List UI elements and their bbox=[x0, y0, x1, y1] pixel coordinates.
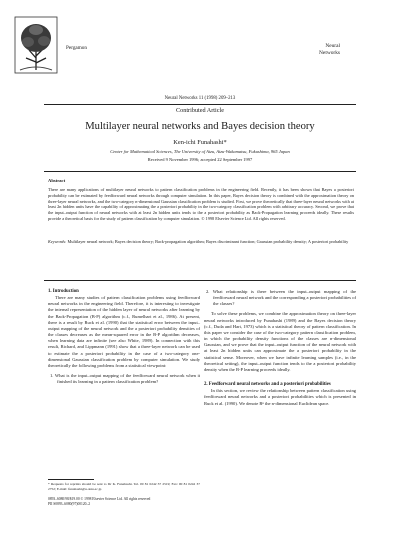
received-dates: Received 9 November 1996; accepted 22 September 1997 bbox=[147, 157, 253, 162]
keywords-list: Multilayer neural network; Bayes decision theory; Back-propagation algorithm; Bayes discriminant function; Gaussian probability density; A posteriori probability bbox=[67, 239, 349, 244]
article-type: Contributed Article bbox=[176, 107, 224, 114]
header-rule bbox=[44, 104, 356, 105]
abstract-text: There are many applications of multilayer neural networks to pattern classification problems in the engineering field. Recently, it has been shown that Bayes a posteriori probability can be estimated by feedforward neural networks through computer simulation. In this paper, Bayes decision theory is combined with the approximation theory on three-layer neural networks, and the two-category n-dimensional Gaussian classification problem is studied. First, we prove theoretically that three-layer neural networks with at least 2n hidden units have the capability of approximating the a posteriori probability in the two-category classification problem with arbitrary accuracy. Second, we prove that the input–output function of neural networks with at least 2n hidden units tends to the a posteriori probability as Back-Propagation learning proceeds ideally. These results provide a theoretical basis for the study of pattern classification by computer simulation. © 1998 Elsevier Science Ltd. All rights reserved. bbox=[48, 187, 354, 221]
keywords bbox=[48, 239, 354, 245]
abstract-heading: Abstract bbox=[48, 178, 66, 183]
author-name: Ken-ichi Funahashi* bbox=[173, 139, 227, 146]
section-1-heading: 1. Introduction bbox=[48, 289, 79, 294]
footnote-rule bbox=[48, 479, 94, 480]
abstract-top-rule bbox=[44, 171, 356, 172]
section-2-heading: 2. Feedforward neural networks and a posteriori probabilities bbox=[204, 382, 331, 388]
journal-name bbox=[319, 43, 340, 57]
publisher-logo-tree-icon bbox=[14, 16, 58, 74]
question-item-2: 2. What relationship is there between the input–output mapping of the feedforward neural network and the corresponding a posteriori probabilities of the classes? bbox=[206, 289, 356, 307]
journal-name-line-2: Networks bbox=[319, 50, 340, 56]
copyright-block bbox=[48, 497, 208, 506]
abstract-bottom-rule bbox=[44, 280, 356, 281]
intro-paragraph-1: There are many studies of pattern classification problems using feedforward neural networks in the engineering field. Therefore, it is interesting to investigate the internal representation of the hidden layer of neural networks after learning by the Back-Propagation (B-P) algorithm (c.f., Rumelhart et al., 1986). At present, there is a result by Ruck et al. (1990) that the statistical error between the input–output mapping of the neural network and the a posteriori probability densities of the classes decreases as the mean-squared error in the B-P algorithm decreases, when learning data are infinite (see also White, 1989). In connection with this result, Richard, and Lippmann (1991) show that a three-layer network can be used to estimate the a posteriori probability in the case of a two-category one-dimensional Gaussian classification problem by computer simulation. We study theoretically the following problems from a statistical viewpoint: bbox=[48, 295, 200, 368]
keywords-label: Keywords: bbox=[48, 239, 67, 244]
article-title: Multilayer neural networks and Bayes decision theory bbox=[85, 121, 315, 132]
left-column bbox=[48, 289, 200, 385]
footnote-corresponding-author: * Requests for reprints should be sent to Dr K. Funahashi. Tel. 00 81 0242 37 2519; Fax: 00 81 0242 37 2752; E-mail: funahashi@u-aizu.ac.jp bbox=[48, 482, 200, 491]
journal-name-line-1: Neural bbox=[325, 43, 340, 49]
author-affiliation: Center for Mathematical Sciences, The University of Aizu, Aizu-Wakamatsu, Fukushima, 965 Japan bbox=[110, 149, 290, 154]
pii-identifier: PII S0893–6080(97)00120–2 bbox=[48, 501, 91, 506]
section-2-paragraph-1: In this section, we review the relationship between pattern classification using feedforward neural networks and a posteriori probabilities which is presented in Ruck et al. (1990). We denote Rⁿ the n-dimensional Euclidean space. bbox=[204, 388, 356, 406]
right-column bbox=[204, 289, 356, 407]
issn-copyright: 0893–6080/98/$19.00 © 1998 Elsevier Science Ltd. All rights reserved bbox=[48, 497, 151, 501]
publisher-name: Pergamon bbox=[66, 45, 87, 51]
journal-citation: Neural Networks 11 (1998) 209–213 bbox=[164, 96, 236, 101]
question-item-1: 1. What is the input–output mapping of the feedforward neural network when it finished its learning in a pattern classification problem? bbox=[50, 373, 200, 385]
intro-paragraph-2: To solve these problems, we combine the approximation theory on three-layer neural networks introduced by Funahashi (1989) and the Bayes decision theory (c.f., Duda and Hart, 1973) which is a statistical theory of pattern classification. In this paper we consider the case of the two-category pattern classification problem, in which the probability density functions of the classes are n-dimensional Gaussian, and we prove that the input–output function of the neural network with at least 2n hidden units can approximate the a posteriori probability in the statistical sense. Moreover, when we have infinite learning samples (i.e., in the theoretical setting), the input–output function tends to the a posteriori probability density when the B-P learning proceeds ideally. bbox=[204, 311, 356, 372]
